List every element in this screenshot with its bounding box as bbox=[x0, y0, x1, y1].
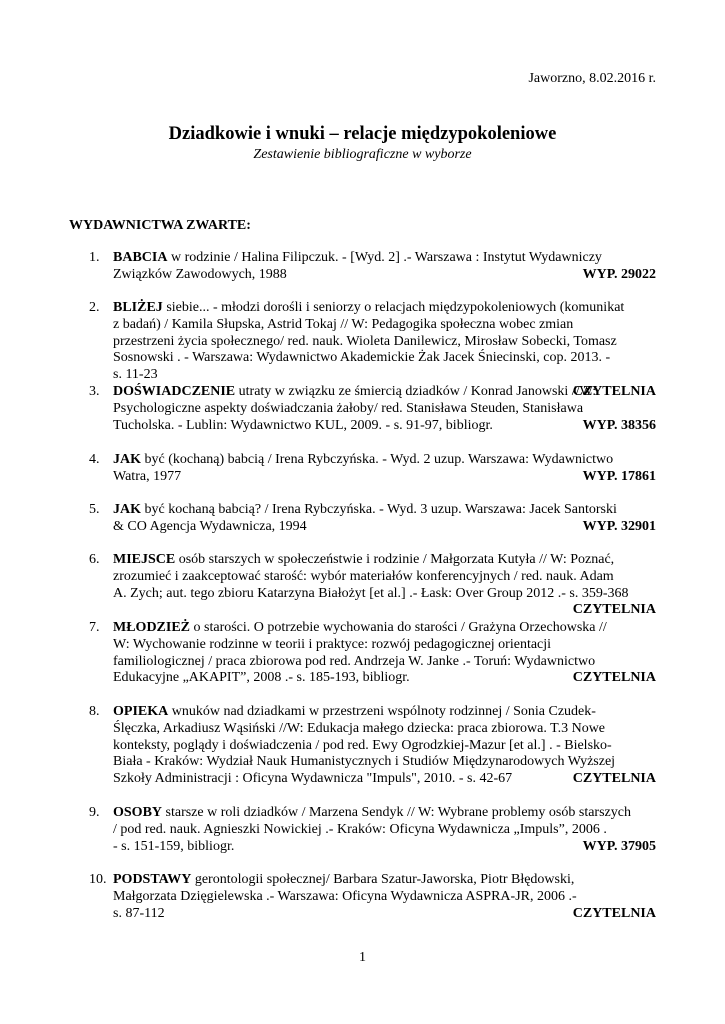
entry-line bbox=[113, 754, 656, 771]
entry-line-text: - s. 151-159, bibliogr. bbox=[113, 838, 235, 854]
entry-text bbox=[113, 552, 656, 619]
entry-line-text: familiologicznej / praca zbiorowa pod red. Andrzeja W. Janke .- Toruń: Wydawnictwo bbox=[113, 653, 596, 669]
entry-line-text: Szkoły Administracji : Oficyna Wydawnicza "Impuls", 2010. - s. 42-67 bbox=[113, 771, 513, 787]
call-number: CZYTELNIA bbox=[572, 383, 656, 399]
entry-number: 7. bbox=[89, 620, 100, 635]
call-number: CZYTELNIA bbox=[572, 771, 656, 787]
document-date: Jaworzno, 8.02.2016 r. bbox=[528, 71, 656, 86]
page-number: 1 bbox=[359, 950, 366, 965]
entry-keyword: JAK bbox=[113, 502, 141, 517]
entry-text bbox=[113, 384, 656, 434]
call-number: WYP. 37905 bbox=[582, 838, 656, 854]
call-number: CZYTELNIA bbox=[572, 905, 656, 921]
entry-line-text: Sosnowski . - Warszawa: Wydawnictwo Akademickie Żak Jacek Śniecinski, cop. 2013. - bbox=[113, 350, 611, 366]
entry-line-text: Tucholska. - Lublin: Wydawnictwo KUL, 2009. - s. 91-97, bibliogr. bbox=[113, 417, 493, 433]
entry-line bbox=[113, 889, 656, 906]
entry-number: 6. bbox=[89, 552, 100, 567]
call-number: CZYTELNIA bbox=[572, 670, 656, 686]
entry-line-text: przestrzeni życia społecznego/ red. nauk. Wioleta Danilewicz, Mirosław Sobecki, Tomasz bbox=[113, 333, 617, 349]
entry-text bbox=[113, 452, 656, 486]
entry-line bbox=[113, 300, 656, 317]
entry-line-text: BLIŻEJ siebie... - młodzi dorośli i seniorzy o relacjach międzypokoleniowych (komunikat bbox=[113, 300, 625, 315]
entry-line-text: BABCIA w rodzinie / Halina Filipczuk. - [Wyd. 2] .- Warszawa : Instytut Wydawniczy bbox=[113, 250, 602, 265]
call-number: WYP. 17861 bbox=[582, 468, 656, 484]
entry-line bbox=[113, 602, 656, 619]
entry-line bbox=[113, 267, 656, 284]
entry-number: 1. bbox=[89, 250, 100, 265]
bibliography-entry bbox=[89, 704, 656, 788]
entry-line bbox=[113, 822, 656, 839]
entry-line-text: A. Zych; aut. tego zbioru Katarzyna Białożyt [et al.] .- Łask: Over Group 2012 .- s. 359-368 bbox=[113, 585, 629, 601]
entry-text bbox=[113, 620, 656, 687]
document-title: Dziadkowie i wnuki – relacje międzypokoleniowe bbox=[168, 124, 557, 144]
entry-line-text: zrozumieć i zaakceptować starość: wybór materiałów konferencyjnych / red. nauk. Adam bbox=[113, 568, 614, 584]
entry-keyword: PODSTAWY bbox=[113, 872, 192, 887]
entry-line bbox=[113, 738, 656, 755]
entry-line bbox=[113, 586, 656, 603]
entry-keyword: MŁODZIEŻ bbox=[113, 620, 191, 635]
entry-text bbox=[113, 704, 656, 788]
entry-line-text: Związków Zawodowych, 1988 bbox=[113, 266, 287, 282]
entry-line bbox=[113, 721, 656, 738]
entry-line-text: OSOBY starsze w roli dziadków / Marzena Sendyk // W: Wybrane problemy osób starszych bbox=[113, 805, 631, 820]
entry-number: 8. bbox=[89, 704, 100, 719]
bibliography-entry bbox=[89, 502, 656, 536]
entry-keyword: BABCIA bbox=[113, 250, 168, 265]
entry-number: 10. bbox=[89, 872, 107, 887]
entry-line-text: / pod red. nauk. Agnieszki Nowickiej .- Kraków: Oficyna Wydawnicza „Impuls”, 2006 . bbox=[113, 821, 607, 837]
bibliography-entry bbox=[89, 452, 656, 486]
entry-line bbox=[113, 654, 656, 671]
entry-line bbox=[113, 469, 656, 486]
entry-line bbox=[113, 872, 656, 889]
entry-keyword: DOŚWIADCZENIE bbox=[113, 384, 236, 399]
document-subtitle: Zestawienie bibliograficzne w wyborze bbox=[253, 147, 472, 162]
entry-line bbox=[113, 771, 656, 788]
entry-line bbox=[113, 418, 656, 435]
entry-number: 4. bbox=[89, 452, 100, 467]
entry-line-text: W: Wychowanie rodzinne w teorii i praktyce: rozwój pedagogicznej orientacji bbox=[113, 636, 552, 652]
entry-line bbox=[113, 805, 656, 822]
entry-line-text: Watra, 1977 bbox=[113, 468, 182, 484]
call-number: WYP. 32901 bbox=[582, 518, 656, 534]
entry-line-text: OPIEKA wnuków nad dziadkami w przestrzeni wspólnoty rodzinnej / Sonia Czudek- bbox=[113, 704, 596, 719]
entry-line bbox=[113, 552, 656, 569]
bibliography-entry bbox=[89, 805, 656, 855]
entry-line bbox=[113, 519, 656, 536]
entry-line-text: & CO Agencja Wydawnicza, 1994 bbox=[113, 518, 307, 534]
call-number: WYP. 38356 bbox=[582, 417, 656, 433]
bibliography-entry bbox=[89, 872, 656, 922]
entry-line-text: Biała - Kraków: Wydział Nauk Humanistycznych i Studiów Międzynarodowych Wyższej bbox=[113, 754, 616, 770]
entry-number: 2. bbox=[89, 300, 100, 315]
entry-line-text: JAK być (kochaną) babcią / Irena Rybczyńska. - Wyd. 2 uzup. Warszawa: Wydawnictwo bbox=[113, 452, 614, 467]
entry-line bbox=[113, 620, 656, 637]
entry-line bbox=[113, 704, 656, 721]
entry-text bbox=[113, 805, 656, 855]
bibliography-entry bbox=[89, 620, 656, 687]
entry-number: 5. bbox=[89, 502, 100, 517]
entry-line bbox=[113, 384, 656, 401]
entry-line-text: s. 11-23 bbox=[113, 367, 158, 383]
entry-line bbox=[113, 452, 656, 469]
entry-text bbox=[113, 872, 656, 922]
entry-line-text: z badań) / Kamila Słupska, Astrid Tokaj // W: Pedagogika społeczna wobec zmian bbox=[113, 316, 574, 332]
entry-keyword: BLIŻEJ bbox=[113, 300, 163, 315]
entry-line bbox=[113, 670, 656, 687]
entry-line bbox=[113, 906, 656, 923]
entry-line-text: MŁODZIEŻ o starości. O potrzebie wychowania do starości / Grażyna Orzechowska // bbox=[113, 620, 607, 635]
entry-line-text: MIEJSCE osób starszych w społeczeństwie i rodzinie / Małgorzata Kutyła // W: Poznać, bbox=[113, 552, 615, 567]
bibliography-entry bbox=[89, 552, 656, 619]
entry-line-text: Ślęczka, Arkadiusz Wąsiński //W: Edukacja małego dziecka: praca zbiorowa. T.3 Nowe bbox=[113, 720, 606, 736]
entry-keyword: OSOBY bbox=[113, 805, 163, 820]
entry-line bbox=[113, 250, 656, 267]
entry-line-text: DOŚWIADCZENIE utraty w związku ze śmiercią dziadków / Konrad Janowski //W: bbox=[113, 384, 597, 399]
entry-keyword: JAK bbox=[113, 452, 141, 467]
bibliography-entry bbox=[89, 384, 656, 434]
entry-line-text: konteksty, poglądy i doświadczenia / pod red. Ewy Ogrodzkiej-Mazur [et al.] . - Bielsko- bbox=[113, 737, 612, 753]
entry-line bbox=[113, 317, 656, 334]
entry-line bbox=[113, 367, 656, 384]
entry-line bbox=[113, 350, 656, 367]
entry-line bbox=[113, 401, 656, 418]
entry-text bbox=[113, 250, 656, 284]
entry-line-text: Edukacyjne „AKAPIT”, 2008 .- s. 185-193, bibliogr. bbox=[113, 670, 410, 686]
entry-keyword: OPIEKA bbox=[113, 704, 169, 719]
entry-line-text: PODSTAWY gerontologii społecznej/ Barbara Szatur-Jaworska, Piotr Błędowski, bbox=[113, 872, 575, 887]
section-heading: WYDAWNICTWA ZWARTE: bbox=[69, 218, 251, 233]
entry-number: 3. bbox=[89, 384, 100, 399]
call-number: WYP. 29022 bbox=[582, 266, 656, 282]
entry-line bbox=[113, 334, 656, 351]
entry-line bbox=[113, 637, 656, 654]
bibliography-entry bbox=[89, 250, 656, 284]
entry-line-text: s. 87-112 bbox=[113, 905, 165, 921]
entry-line bbox=[113, 839, 656, 856]
entry-line bbox=[113, 502, 656, 519]
call-number: CZYTELNIA bbox=[572, 602, 656, 618]
entry-line-text: Psychologiczne aspekty doświadczania żałoby/ red. Stanisława Steuden, Stanisława bbox=[113, 400, 584, 416]
entry-keyword: MIEJSCE bbox=[113, 552, 176, 567]
entry-text bbox=[113, 502, 656, 536]
entry-line-text: Małgorzata Dzięgielewska .- Warszawa: Oficyna Wydawnicza ASPRA-JR, 2006 .- bbox=[113, 888, 577, 904]
entry-line bbox=[113, 569, 656, 586]
entry-line-text: JAK być kochaną babcią? / Irena Rybczyńska. - Wyd. 3 uzup. Warszawa: Jacek Santorski bbox=[113, 502, 617, 517]
entry-number: 9. bbox=[89, 805, 100, 820]
